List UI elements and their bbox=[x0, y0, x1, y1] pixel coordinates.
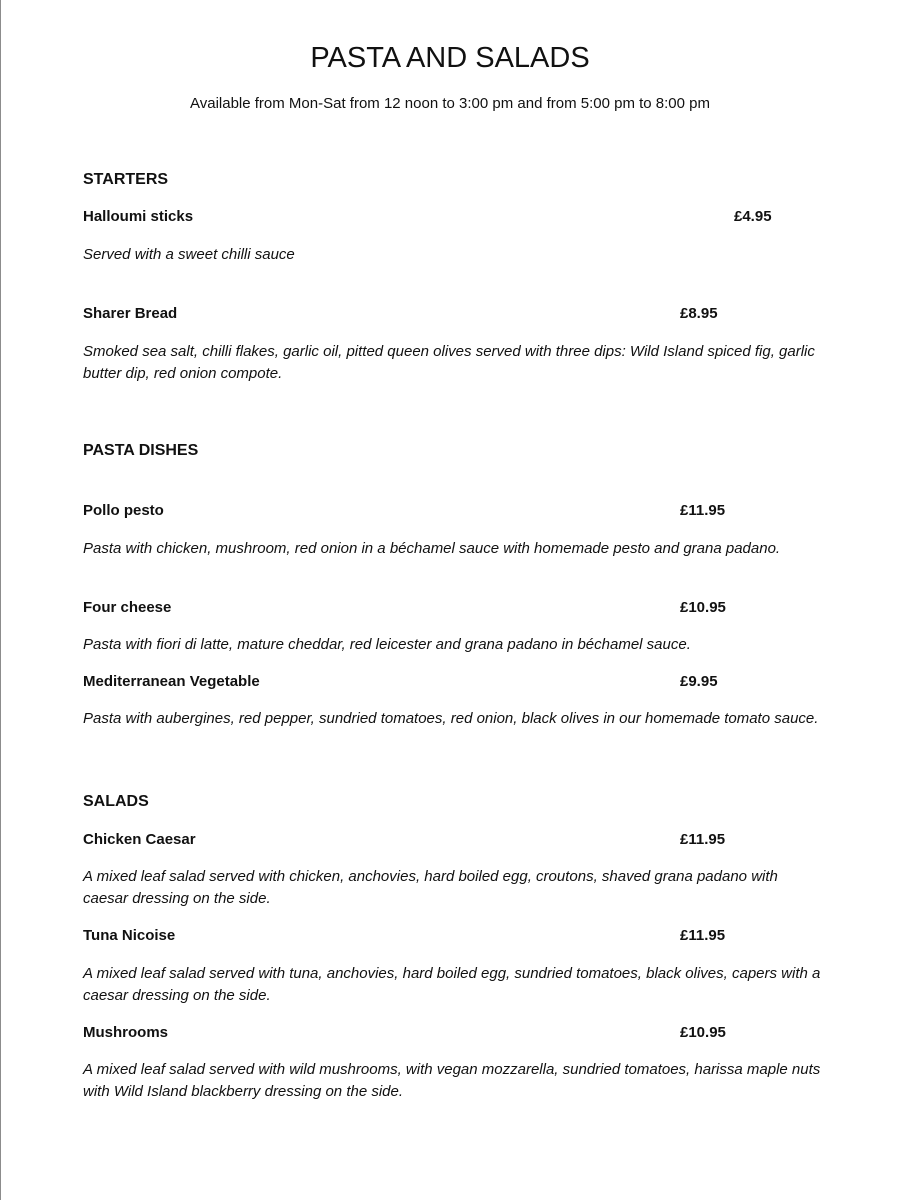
availability-note: Available from Mon-Sat from 12 noon to 3:00 pm and from 5:00 pm to 8:00 pm bbox=[190, 95, 710, 112]
section-heading-pasta-dishes: PASTA DISHES bbox=[83, 442, 199, 459]
item-description-tuna-nicoise: A mixed leaf salad served with tuna, anchovies, hard boiled egg, sundried tomatoes, black olives, capers with a caesar dressing on the side. bbox=[83, 965, 821, 1004]
item-price-tuna-nicoise: £11.95 bbox=[680, 927, 726, 944]
page-title: PASTA AND SALADS bbox=[310, 42, 590, 74]
item-description-sharer-bread: Smoked sea salt, chilli flakes, garlic oil, pitted queen olives served with three dips: Wild Island spiced fig, garlic butter dip, red onion compote. bbox=[83, 343, 815, 382]
item-description-four-cheese: Pasta with fiori di latte, mature cheddar, red leicester and grana padano in béchamel sauce. bbox=[83, 636, 691, 653]
item-description-mediterranean-vegetable: Pasta with aubergines, red pepper, sundried tomatoes, red onion, black olives in our homemade tomato sauce. bbox=[83, 710, 819, 727]
item-name-four-cheese: Four cheese bbox=[83, 599, 172, 616]
item-description-mushrooms: A mixed leaf salad served with wild mushrooms, with vegan mozzarella, sundried tomatoes, harissa maple nuts with Wild Island blackberry dressing on the side. bbox=[83, 1061, 821, 1100]
item-price-mushrooms: £10.95 bbox=[680, 1024, 726, 1041]
item-price-chicken-caesar: £11.95 bbox=[680, 831, 726, 848]
item-name-chicken-caesar: Chicken Caesar bbox=[83, 831, 196, 848]
item-name-sharer-bread: Sharer Bread bbox=[83, 305, 178, 322]
section-heading-salads: SALADS bbox=[83, 793, 149, 810]
item-description-pollo-pesto: Pasta with chicken, mushroom, red onion in a béchamel sauce with homemade pesto and grana padano. bbox=[83, 540, 781, 557]
item-name-mediterranean-vegetable: Mediterranean Vegetable bbox=[83, 673, 260, 690]
item-price-four-cheese: £10.95 bbox=[680, 599, 726, 616]
item-name-mushrooms: Mushrooms bbox=[83, 1024, 169, 1041]
item-description-halloumi-sticks: Served with a sweet chilli sauce bbox=[83, 246, 295, 263]
item-price-mediterranean-vegetable: £9.95 bbox=[680, 673, 718, 690]
item-price-halloumi-sticks: £4.95 bbox=[734, 208, 772, 225]
item-name-halloumi-sticks: Halloumi sticks bbox=[83, 208, 194, 225]
item-name-tuna-nicoise: Tuna Nicoise bbox=[83, 927, 176, 944]
item-name-pollo-pesto: Pollo pesto bbox=[83, 502, 164, 519]
item-description-chicken-caesar: A mixed leaf salad served with chicken, anchovies, hard boiled egg, croutons, shaved grana padano with caesar dressing on the side. bbox=[83, 868, 778, 907]
section-heading-starters: STARTERS bbox=[83, 171, 169, 188]
item-price-sharer-bread: £8.95 bbox=[680, 305, 718, 322]
item-price-pollo-pesto: £11.95 bbox=[680, 502, 726, 519]
